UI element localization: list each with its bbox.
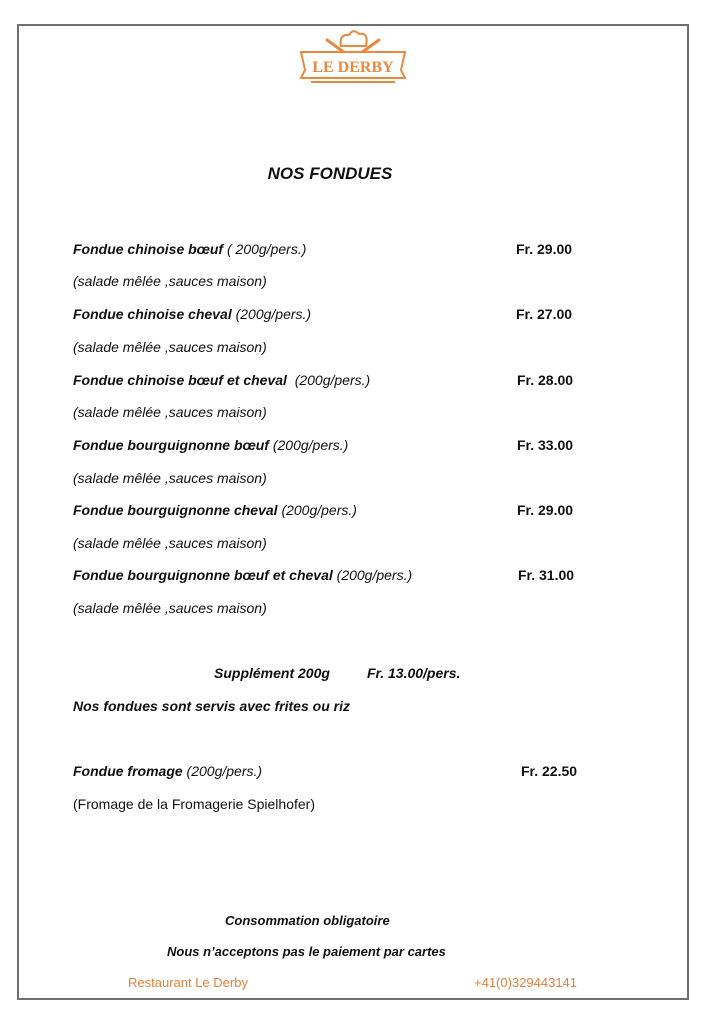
item-qty: (200g/pers.) [231,306,312,322]
item-desc: (salade mêlée ,sauces maison) [73,404,267,420]
footer-phone: +41(0)329443141 [474,975,578,990]
item-qty: (200g/pers.) [182,763,263,779]
menu-item-2 [73,306,311,322]
item-desc: (salade mêlée ,sauces maison) [73,535,267,551]
item-qty: (200g/pers.) [277,502,357,518]
menu-item-fromage [73,763,262,779]
item-qty: (200g/pers.) [268,437,349,453]
logo-text: LE DERBY [312,59,394,76]
item-price: Fr. 29.00 [516,241,573,257]
item-desc: (salade mêlée ,sauces maison) [73,339,267,355]
item-desc: (Fromage de la Fromagerie Spielhofer) [73,796,315,812]
sides-note: Nos fondues sont servis avec frites ou riz [73,698,350,714]
chef-hat-icon [341,31,367,46]
item-name: Fondue chinoise bœuf et cheval [73,372,287,388]
menu-item-3 [73,372,370,388]
le-derby-logo [297,26,409,88]
item-desc: (salade mêlée ,sauces maison) [73,273,267,289]
consumption-note: Consommation obligatoire [225,913,390,928]
page-title: NOS FONDUES [267,164,393,183]
item-name: Fondue fromage [73,763,183,779]
item-name: Fondue chinoise cheval [73,306,232,322]
menu-item-1 [73,241,306,257]
supplement-label: Supplément 200g [214,665,330,681]
item-qty: (200g/pers.) [286,372,371,388]
item-desc: (salade mêlée ,sauces maison) [73,470,267,486]
item-name: Fondue bourguignonne cheval [73,502,278,518]
menu-item-6 [73,567,412,583]
item-price: Fr. 28.00 [517,372,574,388]
item-price: Fr. 22.50 [521,763,578,779]
item-name: Fondue bourguignonne bœuf [73,437,269,453]
item-qty: ( 200g/pers.) [223,241,307,257]
item-name: Fondue bourguignonne bœuf et cheval [73,567,333,583]
item-desc: (salade mêlée ,sauces maison) [73,600,267,616]
item-qty: (200g/pers.) [332,567,413,583]
item-price: Fr. 27.00 [516,306,573,322]
item-price: Fr. 33.00 [517,437,574,453]
item-name: Fondue chinoise bœuf [73,241,224,257]
menu-item-4 [73,437,348,453]
item-price: Fr. 29.00 [517,502,574,518]
item-price: Fr. 31.00 [518,567,575,583]
menu-item-5 [73,502,357,518]
supplement-price: Fr. 13.00/pers. [367,665,461,681]
footer-restaurant: Restaurant Le Derby [128,975,248,990]
payment-note: Nous n’acceptons pas le paiement par cartes [167,944,446,959]
